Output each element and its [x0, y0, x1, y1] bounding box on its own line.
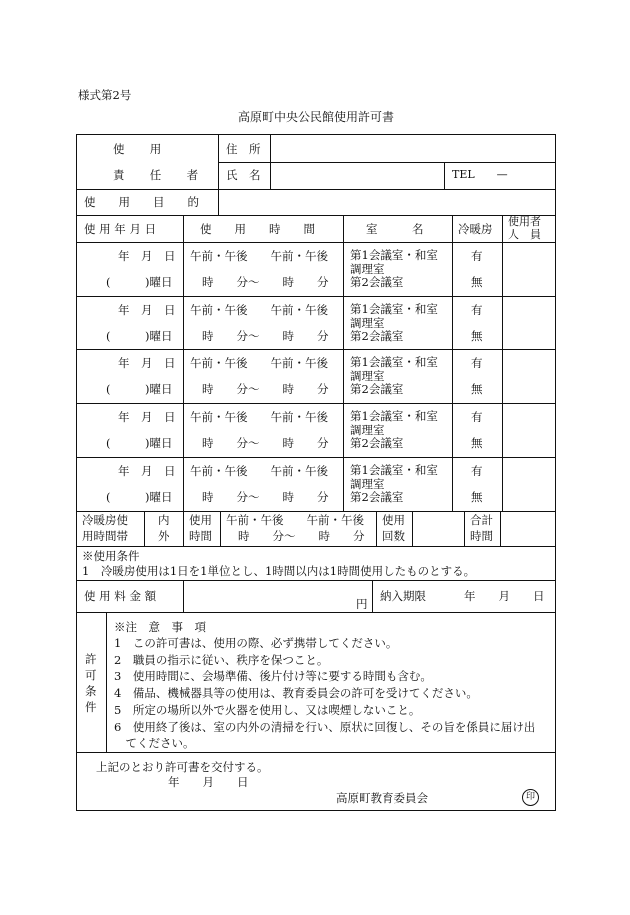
notes-title: ※注 意 事 項	[114, 620, 206, 634]
row-weekday: ( )曜日	[106, 490, 173, 504]
row-room-2: 調理室	[350, 477, 385, 491]
row-room-2: 調理室	[350, 262, 385, 276]
issue-statement: 上記のとおり許可書を交付する。	[96, 760, 269, 774]
fee-label: 使 用 料 金 額	[84, 589, 157, 603]
row-room-3: 第2会議室	[350, 382, 404, 396]
form-number: 様式第2号	[78, 88, 132, 102]
permit-side-2: 可	[85, 668, 97, 682]
row-heat-no: 無	[471, 382, 483, 396]
col-time-header: 使 用 時 間	[200, 222, 315, 236]
col-date-header: 使 用 年 月 日	[84, 222, 157, 236]
row-ampm: 午前・午後 午前・午後	[190, 464, 328, 478]
list-item: てください。	[114, 736, 195, 751]
row-room-3: 第2会議室	[350, 329, 404, 343]
tel-label: TEL —	[452, 168, 508, 181]
row-weekday: ( )曜日	[106, 382, 173, 396]
row-time: 時 分～ 時 分	[202, 329, 329, 343]
row-weekday: ( )曜日	[106, 329, 173, 343]
heat-outside: 外	[158, 529, 170, 543]
row-heat-yes: 有	[471, 356, 483, 370]
col-people-header-1: 使用者	[508, 215, 541, 228]
heat-time: 時 分～ 時 分	[238, 529, 365, 543]
heat-total-label-2: 時間	[470, 529, 493, 543]
list-item: 1 この許可書は、使用の際、必ず携帯してください。	[114, 636, 398, 650]
conditions-item-1: 1 冷暖房使用は1日を1単位とし、1時間以内は1時間使用したものとする。	[82, 564, 476, 578]
responsible-person-label: 責 任 者	[113, 168, 205, 182]
permit-side-3: 条	[85, 684, 97, 698]
heat-total-label-1: 合計	[470, 513, 493, 527]
heat-time-label-1: 冷暖房使	[82, 513, 128, 527]
list-item: 5 所定の場所以外で火器を使用し、又は喫煙しないこと。	[114, 702, 421, 717]
row-room-2: 調理室	[350, 423, 385, 437]
row-ampm: 午前・午後 午前・午後	[190, 303, 328, 317]
row-heat-yes: 有	[471, 249, 483, 263]
row-heat-no: 無	[471, 490, 483, 504]
list-item: 3 使用時間に、会場準備、後片付け等に要する時間も含む。	[114, 669, 432, 684]
row-ampm: 午前・午後 午前・午後	[190, 249, 328, 263]
heat-count-label-1: 使用	[382, 513, 405, 527]
row-time: 時 分～ 時 分	[202, 490, 329, 504]
row-room-1: 第1会議室・和室	[350, 355, 438, 369]
heat-inside: 内	[158, 513, 170, 527]
name-label: 氏 名	[226, 168, 261, 182]
row-date: 年 月 日	[118, 464, 176, 478]
row-heat-no: 無	[471, 275, 483, 289]
heat-ampm: 午前・午後 午前・午後	[226, 513, 364, 527]
heat-time-label-2: 用時間帯	[82, 529, 128, 543]
row-time: 時 分～ 時 分	[202, 436, 329, 450]
page-title: 高原町中央公民館使用許可書	[238, 110, 395, 124]
row-time: 時 分～ 時 分	[202, 382, 329, 396]
row-weekday: ( )曜日	[106, 275, 173, 289]
user-label: 使 用	[113, 142, 169, 156]
row-date: 年 月 日	[118, 249, 176, 263]
conditions-title: ※使用条件	[82, 549, 140, 563]
fee-deadline-date: 年 月 日	[464, 589, 545, 603]
col-heat-header: 冷暖房	[458, 222, 493, 236]
row-ampm: 午前・午後 午前・午後	[190, 410, 328, 424]
heat-count-label-2: 回数	[382, 529, 405, 543]
col-room-header: 室 名	[366, 222, 424, 236]
row-date: 年 月 日	[118, 410, 176, 424]
row-room-3: 第2会議室	[350, 490, 404, 504]
row-room-1: 第1会議室・和室	[350, 248, 438, 262]
row-heat-yes: 有	[471, 410, 483, 424]
row-heat-no: 無	[471, 329, 483, 343]
list-item: 2 職員の指示に従い、秩序を保つこと。	[114, 652, 329, 667]
permit-side-4: 件	[85, 700, 97, 714]
purpose-label: 使 用 目 的	[84, 195, 199, 209]
seal-icon: 印	[522, 789, 539, 806]
row-heat-yes: 有	[471, 464, 483, 478]
row-room-1: 第1会議室・和室	[350, 463, 438, 477]
notes-list	[114, 635, 535, 752]
heat-use-time-label-2: 時間	[189, 529, 212, 543]
row-ampm: 午前・午後 午前・午後	[190, 356, 328, 370]
fee-deadline-label: 納入期限	[380, 589, 426, 603]
row-room-3: 第2会議室	[350, 436, 404, 450]
address-label: 住 所	[226, 142, 261, 156]
fee-yen: 円	[356, 597, 368, 611]
permit-side-1: 許	[85, 652, 97, 666]
row-room-1: 第1会議室・和室	[350, 302, 438, 316]
row-heat-no: 無	[471, 436, 483, 450]
list-item: 4 備品、機械器具等の使用は、教育委員会の許可を受けてください。	[114, 686, 478, 701]
row-heat-yes: 有	[471, 303, 483, 317]
row-date: 年 月 日	[118, 356, 176, 370]
heat-use-time-label-1: 使用	[189, 513, 212, 527]
row-date: 年 月 日	[118, 303, 176, 317]
issuer-name: 高原町教育委員会	[336, 791, 428, 805]
row-room-1: 第1会議室・和室	[350, 409, 438, 423]
row-room-2: 調理室	[350, 316, 385, 330]
row-room-2: 調理室	[350, 369, 385, 383]
row-weekday: ( )曜日	[106, 436, 173, 450]
row-room-3: 第2会議室	[350, 275, 404, 289]
row-time: 時 分～ 時 分	[202, 275, 329, 289]
list-item: 6 使用終了後は、室の内外の清掃を行い、原状に回復し、その旨を係員に届け出	[114, 719, 536, 734]
issue-date: 年 月 日	[168, 775, 249, 789]
col-people-header-2: 人 員	[508, 228, 541, 241]
